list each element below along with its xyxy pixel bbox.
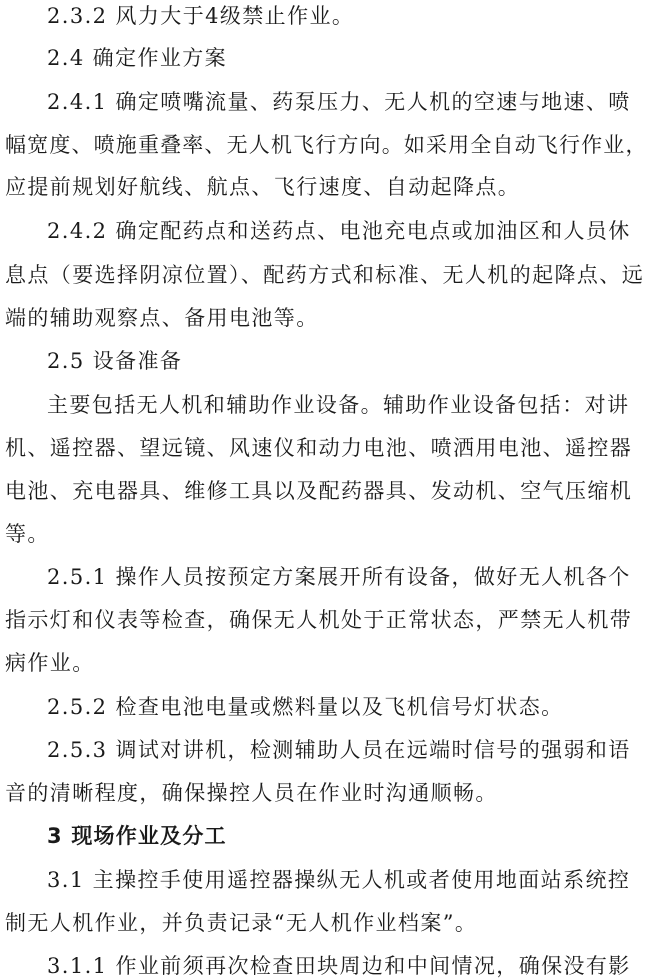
- text-line: 2.5.2 检查电池电量或燃料量以及飞机信号灯状态。: [47, 695, 564, 719]
- text-line: 息点（要选择阴凉位置）、配药方式和标准、无人机的起降点、远: [5, 263, 645, 287]
- section-heading: 2.5 设备准备: [47, 349, 183, 373]
- text-line: 2.5.3 调试对讲机，检测辅助人员在远端时信号的强弱和语: [47, 738, 631, 762]
- text-line: 音的清晰程度，确保操控人员在作业时沟通顺畅。: [5, 781, 498, 805]
- text-line: 主要包括无人机和辅助作业设备。辅助作业设备包括：对讲: [47, 393, 630, 417]
- text-line: 2.4.2 确定配药点和送药点、电池充电点或加油区和人员休: [47, 219, 631, 243]
- text-line: 2.3.2 风力大于4级禁止作业。: [47, 4, 355, 28]
- text-line: 2.5.1 操作人员按预定方案展开所有设备，做好无人机各个: [47, 565, 631, 589]
- text-line: 制无人机作业，并负责记录“无人机作业档案”。: [5, 911, 478, 935]
- text-line: 机、遥控器、望远镜、风速仪和动力电池、喷洒用电池、遥控器: [5, 436, 633, 460]
- text-line: 应提前规划好航线、航点、飞行速度、自动起降点。: [5, 175, 521, 199]
- text-line: 2.4.1 确定喷嘴流量、药泵压力、无人机的空速与地速、喷: [47, 90, 631, 114]
- section-heading: 2.4 确定作业方案: [47, 46, 228, 70]
- text-line: 指示灯和仪表等检查，确保无人机处于正常状态，严禁无人机带: [5, 608, 633, 632]
- text-line: 3.1 主操控手使用遥控器操纵无人机或者使用地面站系统控: [47, 868, 631, 892]
- text-line: 病作业。: [5, 651, 95, 675]
- text-line: 端的辅助观察点、备用电池等。: [5, 306, 319, 330]
- text-line: 等。: [5, 522, 50, 546]
- text-line: 幅宽度、喷施重叠率、无人机飞行方向。如采用全自动飞行作业，: [5, 133, 648, 157]
- text-line: 3.1.1 作业前须再次检查田块周边和中间情况，确保没有影: [47, 954, 631, 978]
- chapter-heading: 3 现场作业及分工: [47, 824, 227, 848]
- text-line: 电池、充电器具、维修工具以及配药器具、发动机、空气压缩机: [5, 479, 633, 503]
